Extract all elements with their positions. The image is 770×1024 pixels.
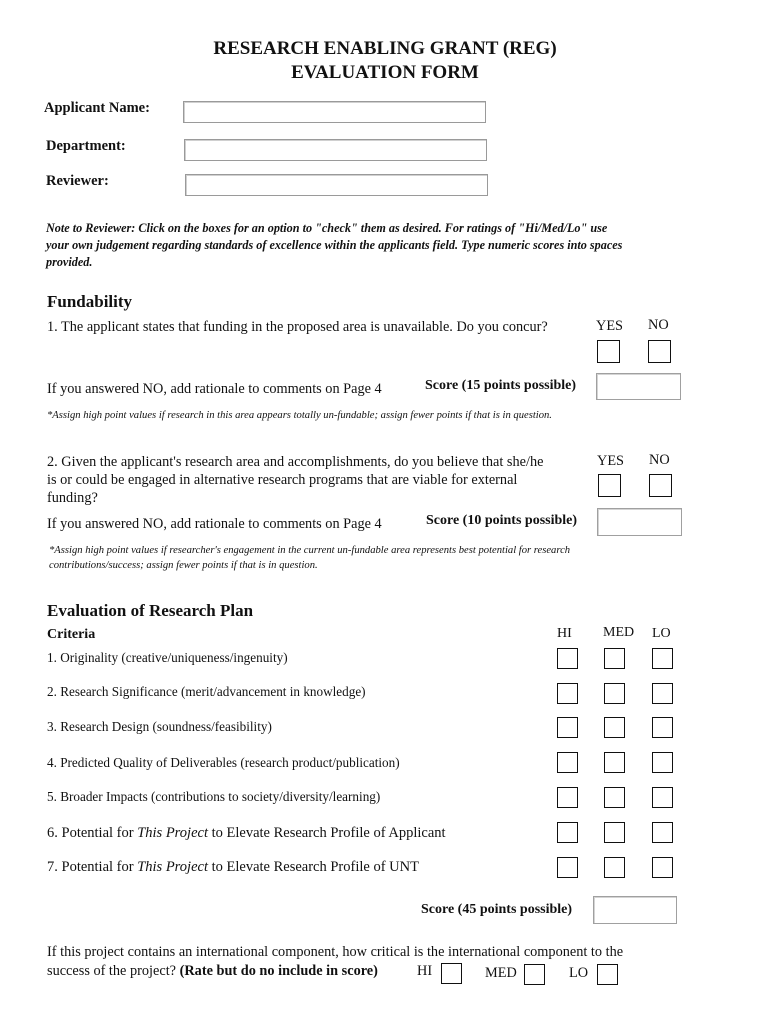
research-plan-heading: Evaluation of Research Plan bbox=[47, 601, 254, 620]
q2-score-label: Score (10 points possible) bbox=[426, 513, 578, 528]
criterion-4-lo-checkbox[interactable] bbox=[652, 752, 673, 773]
fundability-heading: Fundability bbox=[47, 292, 133, 311]
q2-yes-label: YES bbox=[597, 453, 625, 469]
criterion-row bbox=[47, 650, 288, 666]
q1-yes-checkbox[interactable] bbox=[597, 340, 620, 363]
criterion-text: 3. Research Design (soundness/feasibility) bbox=[47, 719, 272, 734]
international-lo-checkbox[interactable] bbox=[597, 964, 618, 985]
criterion-7-lo-checkbox[interactable] bbox=[652, 857, 673, 878]
form-title-line2: EVALUATION FORM bbox=[291, 62, 479, 83]
criterion-emphasis: This Project bbox=[137, 859, 208, 875]
criterion-text: 2. Research Significance (merit/advancement in knowledge) bbox=[47, 684, 366, 699]
fundability-question-1: 1. The applicant states that funding in the proposed area is unavailable. Do you concur? bbox=[47, 319, 548, 335]
criterion-2-lo-checkbox[interactable] bbox=[652, 683, 673, 704]
criterion-row bbox=[47, 858, 419, 876]
q2-score-input[interactable] bbox=[597, 508, 682, 536]
criterion-3-hi-checkbox[interactable] bbox=[557, 717, 578, 738]
criterion-6-lo-checkbox[interactable] bbox=[652, 822, 673, 843]
criterion-4-hi-checkbox[interactable] bbox=[557, 752, 578, 773]
q2-if-no-instruction: If you answered NO, add rationale to comments on Page 4 bbox=[47, 516, 382, 532]
criterion-text: 1. Originality (creative/uniqueness/ingenuity) bbox=[47, 650, 288, 665]
hi-column-header: HI bbox=[557, 626, 572, 641]
q2-scoring-hint-line2: contributions/success; assign fewer points if that is in question. bbox=[49, 560, 318, 571]
criterion-row bbox=[47, 719, 272, 735]
q1-scoring-hint: *Assign high point values if research in this area appears totally un-fundable; assign fewer points if that is in question. bbox=[47, 410, 552, 421]
criterion-5-med-checkbox[interactable] bbox=[604, 787, 625, 808]
international-lo-label: LO bbox=[569, 965, 589, 981]
lo-column-header: LO bbox=[652, 626, 671, 641]
criterion-text: 5. Broader Impacts (contributions to society/diversity/learning) bbox=[47, 789, 381, 804]
q2-scoring-hint-line1: *Assign high point values if researcher's engagement in the current un-fundable area represents best potential for research bbox=[49, 545, 571, 556]
criterion-emphasis: This Project bbox=[137, 825, 208, 841]
criterion-1-lo-checkbox[interactable] bbox=[652, 648, 673, 669]
criterion-row bbox=[47, 755, 400, 771]
criterion-2-hi-checkbox[interactable] bbox=[557, 683, 578, 704]
criterion-6-hi-checkbox[interactable] bbox=[557, 822, 578, 843]
reviewer-label: Reviewer: bbox=[46, 173, 109, 189]
criterion-1-med-checkbox[interactable] bbox=[604, 648, 625, 669]
criterion-2-med-checkbox[interactable] bbox=[604, 683, 625, 704]
reviewer-note-line2: your own judgement regarding standards of excellence within the applicants field. Type numeric scores into spaces bbox=[46, 238, 623, 252]
criteria-label: Criteria bbox=[47, 627, 96, 642]
criterion-3-lo-checkbox[interactable] bbox=[652, 717, 673, 738]
criterion-text: 4. Predicted Quality of Deliverables (research product/publication) bbox=[47, 755, 400, 770]
criterion-text: to Elevate Research Profile of UNT bbox=[207, 859, 419, 875]
q2-no-label: NO bbox=[649, 452, 670, 468]
research-plan-score-label: Score (45 points possible) bbox=[421, 902, 573, 917]
criterion-7-med-checkbox[interactable] bbox=[604, 857, 625, 878]
international-hi-label: HI bbox=[417, 963, 433, 979]
criterion-5-lo-checkbox[interactable] bbox=[652, 787, 673, 808]
criterion-text: 6. Potential for bbox=[47, 825, 138, 841]
international-hi-checkbox[interactable] bbox=[441, 963, 462, 984]
international-rate-note: (Rate but do no include in score) bbox=[179, 963, 378, 979]
fundability-question-2-line2: is or could be engaged in alternative research programs that are viable for external bbox=[47, 472, 518, 488]
med-column-header: MED bbox=[603, 625, 635, 640]
department-label: Department: bbox=[46, 138, 126, 154]
applicant-name-label: Applicant Name: bbox=[44, 100, 150, 116]
research-plan-score-input[interactable] bbox=[593, 896, 677, 924]
international-med-label: MED bbox=[485, 965, 517, 981]
q2-yes-checkbox[interactable] bbox=[598, 474, 621, 497]
international-question-line2 bbox=[47, 962, 378, 980]
reviewer-note-line3: provided. bbox=[46, 255, 93, 269]
reviewer-note-line1: Note to Reviewer: Click on the boxes for an option to "check" them as desired. For ratings of "Hi/Med/Lo" use bbox=[46, 221, 608, 235]
international-question-line1: If this project contains an international component, how critical is the international component to the bbox=[47, 944, 624, 960]
q1-no-label: NO bbox=[648, 317, 669, 333]
international-med-checkbox[interactable] bbox=[524, 964, 545, 985]
criterion-1-hi-checkbox[interactable] bbox=[557, 648, 578, 669]
criterion-3-med-checkbox[interactable] bbox=[604, 717, 625, 738]
international-question-text: success of the project? bbox=[47, 963, 180, 979]
q2-no-checkbox[interactable] bbox=[649, 474, 672, 497]
criterion-7-hi-checkbox[interactable] bbox=[557, 857, 578, 878]
criterion-5-hi-checkbox[interactable] bbox=[557, 787, 578, 808]
criterion-row bbox=[47, 824, 446, 842]
q1-no-checkbox[interactable] bbox=[648, 340, 671, 363]
fundability-question-2-line1: 2. Given the applicant's research area and accomplishments, do you believe that she/he bbox=[47, 454, 544, 470]
department-field[interactable] bbox=[184, 139, 487, 161]
q1-yes-label: YES bbox=[596, 318, 624, 334]
reviewer-field[interactable] bbox=[185, 174, 488, 196]
q1-score-input[interactable] bbox=[596, 373, 681, 400]
criterion-text: 7. Potential for bbox=[47, 859, 138, 875]
q1-if-no-instruction: If you answered NO, add rationale to comments on Page 4 bbox=[47, 381, 382, 397]
criterion-row bbox=[47, 789, 380, 805]
fundability-question-2-line3: funding? bbox=[47, 490, 98, 506]
criterion-text: to Elevate Research Profile of Applicant bbox=[207, 825, 446, 841]
applicant-name-field[interactable] bbox=[183, 101, 486, 123]
criterion-row bbox=[47, 684, 366, 700]
form-title-line1: RESEARCH ENABLING GRANT (REG) bbox=[213, 38, 557, 59]
criterion-4-med-checkbox[interactable] bbox=[604, 752, 625, 773]
criterion-6-med-checkbox[interactable] bbox=[604, 822, 625, 843]
q1-score-label: Score (15 points possible) bbox=[425, 378, 577, 393]
